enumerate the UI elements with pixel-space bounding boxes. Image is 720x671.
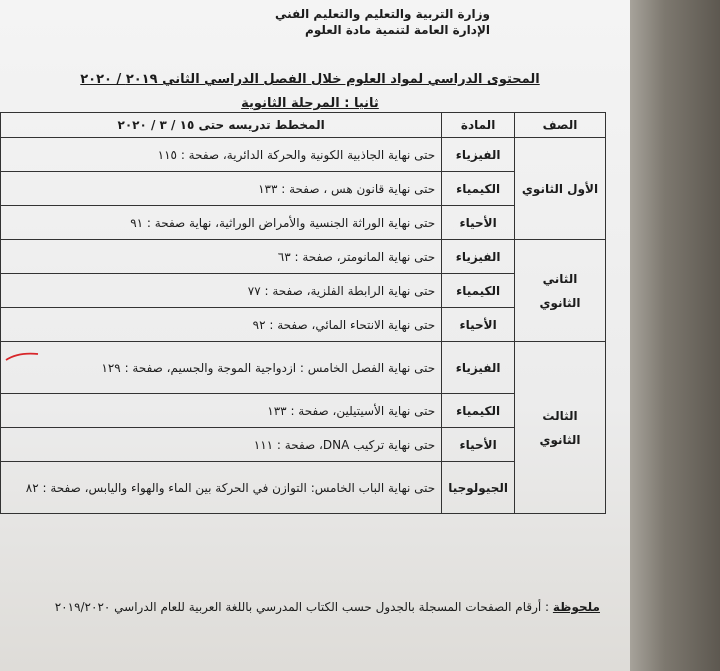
table-header-row	[1, 113, 606, 138]
subject-cell: الكيمياء	[442, 394, 515, 428]
subject-cell: الأحياء	[442, 206, 515, 240]
plan-cell: حتى نهاية الوراثة الجنسية والأمراض الوراثية، نهاية صفحة : ٩١	[1, 206, 442, 240]
plan-cell: حتى نهاية المانومتر، صفحة : ٦٣	[1, 240, 442, 274]
header-grade: الصف	[515, 113, 606, 138]
grade-cell: الثالث الثانوي	[515, 342, 606, 514]
footnote	[10, 596, 600, 618]
subject-cell: الكيمياء	[442, 274, 515, 308]
subject-cell: الفيزياء	[442, 138, 515, 172]
subject-cell: الجيولوجيا	[442, 462, 515, 514]
subject-cell: الفيزياء	[442, 342, 515, 394]
header-subject: المادة	[442, 113, 515, 138]
plan-cell: حتى نهاية الأسيتيلين، صفحة : ١٣٣	[1, 394, 442, 428]
department-name: الإدارة العامة لتنمية مادة العلوم	[305, 23, 490, 37]
plan-cell: حتى نهاية الفصل الخامس : ازدواجية الموجة والجسيم، صفحة : ١٢٩	[1, 342, 442, 394]
background-edge	[628, 0, 720, 671]
ministry-name: وزارة التربية والتعليم والتعليم الفني	[274, 7, 490, 21]
plan-cell: حتى نهاية الجاذبية الكونية والحركة الدائرية، صفحة : ١١٥	[1, 138, 442, 172]
plan-cell: حتى نهاية الباب الخامس: التوازن في الحركة بين الماء والهواء واليابس، صفحة : ٨٢	[1, 462, 442, 514]
document-title: المحتوى الدراسي لمواد العلوم خلال الفصل الدراسي الثاني ٢٠١٩ / ٢٠٢٠	[80, 72, 540, 87]
schedule-table	[0, 112, 606, 514]
subject-cell: الفيزياء	[442, 240, 515, 274]
grade-cell: الثاني الثانوي	[515, 240, 606, 342]
plan-cell: حتى نهاية الانتحاء المائي، صفحة : ٩٢	[1, 308, 442, 342]
grade-cell: الأول الثانوي	[515, 138, 606, 240]
header-plan: المخطط تدريسه حتى ١٥ / ٣ / ٢٠٢٠	[1, 113, 442, 138]
table-row	[1, 240, 606, 274]
footnote-text: : أرقام الصفحات المسجلة بالجدول حسب الكتاب المدرسي باللغة العربية للعام الدراسي ٢٠١٩/٢٠٢٠	[54, 600, 550, 614]
plan-cell: حتى نهاية قانون هس ، صفحة : ١٣٣	[1, 172, 442, 206]
plan-cell: حتى نهاية الرابطة الفلزية، صفحة : ٧٧	[1, 274, 442, 308]
footnote-label: ملحوظة	[552, 600, 600, 614]
ministry-header	[275, 6, 490, 38]
plan-cell: حتى نهاية تركيب DNA، صفحة : ١١١	[1, 428, 442, 462]
subject-cell: الكيمياء	[442, 172, 515, 206]
subject-cell: الأحياء	[442, 428, 515, 462]
table-row	[1, 138, 606, 172]
section-title: ثانيا : المرحلة الثانوية	[241, 96, 379, 111]
subject-cell: الأحياء	[442, 308, 515, 342]
table-row	[1, 342, 606, 394]
